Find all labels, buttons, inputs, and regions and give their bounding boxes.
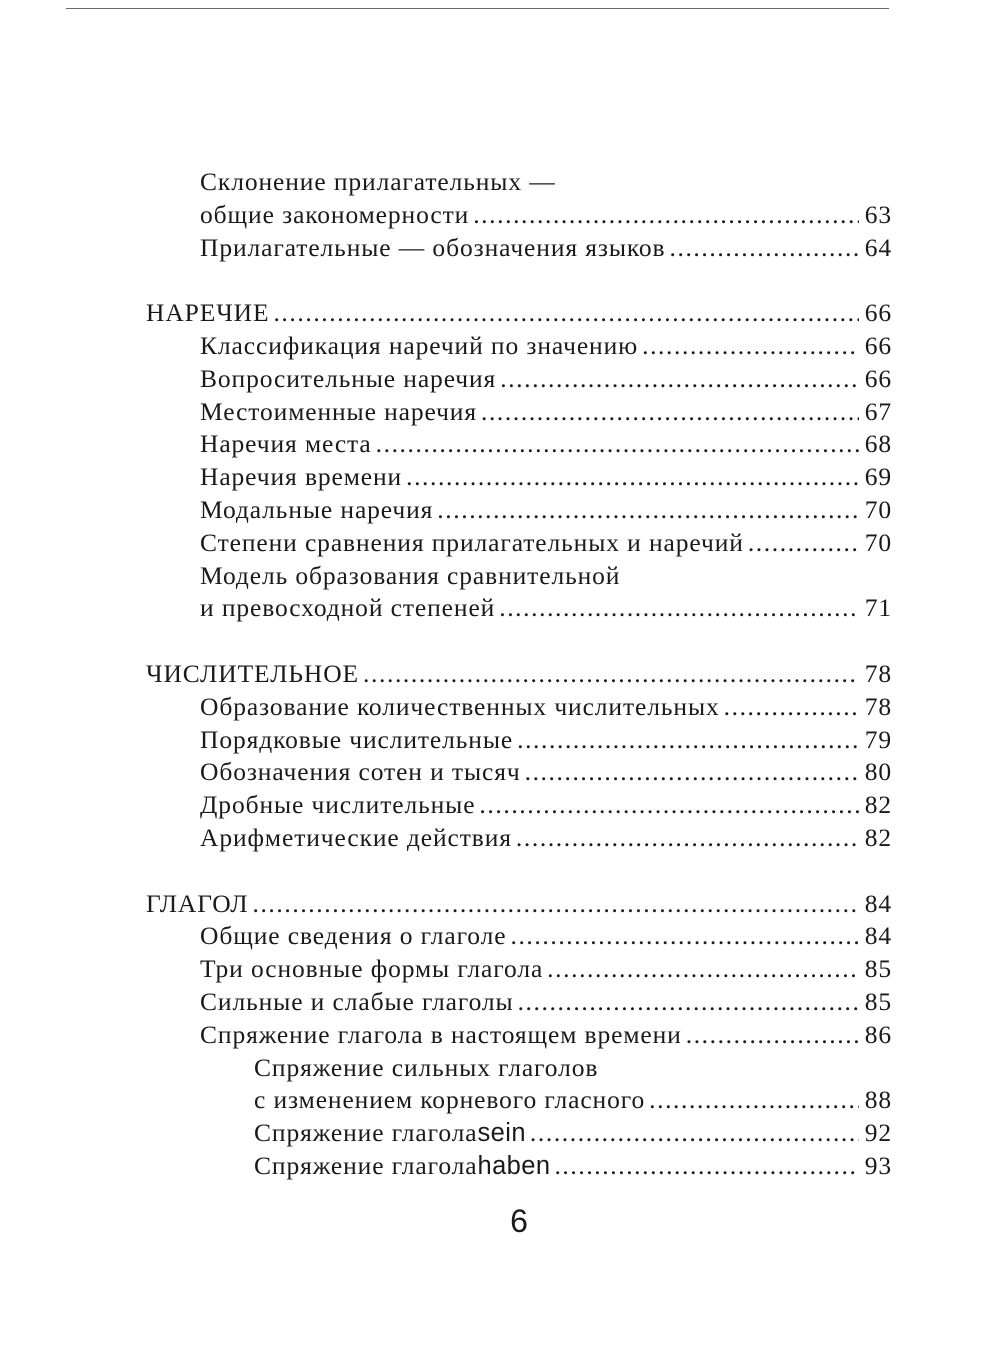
toc-page-number: 82	[864, 822, 892, 852]
toc-page-number: 92	[864, 1118, 892, 1148]
toc-entry[interactable]	[146, 757, 892, 790]
toc-entry-title: Спряжение глагола в настоящем времени	[200, 1019, 682, 1049]
toc-entry-title: общие закономерности	[200, 199, 470, 229]
dot-leader	[376, 429, 859, 459]
dot-leader	[499, 593, 858, 623]
toc-page-number: 86	[864, 1019, 892, 1049]
dot-leader	[670, 233, 859, 263]
dot-leader	[510, 921, 858, 951]
toc-entry[interactable]	[146, 429, 892, 462]
toc-page-number: 80	[864, 757, 892, 787]
toc-entry-title: и превосходной степеней	[200, 593, 496, 623]
toc-page-number: 66	[864, 330, 892, 360]
toc-page-number: 85	[864, 986, 892, 1016]
toc-entry[interactable]	[146, 725, 892, 758]
toc-section-heading[interactable]	[146, 298, 892, 331]
toc-entry-title: Модальные наречия	[200, 494, 434, 524]
toc-entry-title: ЧИСЛИТЕЛЬНОЕ	[146, 658, 360, 688]
toc-entry-title: Три основные формы глагола	[200, 954, 544, 984]
dot-leader	[252, 889, 858, 919]
dot-leader	[748, 528, 859, 558]
table-of-contents	[146, 167, 892, 1184]
toc-page-number: 66	[864, 363, 892, 393]
toc-page-number: 84	[864, 888, 892, 918]
toc-entry-title: Модель образования сравнительной	[200, 560, 621, 590]
toc-entry-title: Прилагательные — обозначения языков	[200, 232, 666, 262]
toc-entry[interactable]	[146, 397, 892, 430]
dot-leader	[530, 1118, 859, 1148]
toc-entry[interactable]	[146, 954, 892, 987]
dot-leader	[525, 757, 859, 787]
toc-page-number: 93	[864, 1150, 892, 1180]
toc-section-heading[interactable]	[146, 889, 892, 922]
toc-page-number: 85	[864, 954, 892, 984]
toc-entry[interactable]	[146, 561, 892, 594]
toc-entry[interactable]	[146, 495, 892, 528]
dot-leader	[473, 200, 858, 230]
dot-leader	[481, 397, 859, 427]
dot-leader	[517, 725, 859, 755]
toc-page-number: 63	[864, 199, 892, 229]
dot-leader	[724, 692, 859, 722]
toc-entry[interactable]	[146, 1151, 892, 1184]
toc-entry-german-word: sein	[477, 1119, 526, 1148]
toc-entry[interactable]	[146, 987, 892, 1020]
toc-entry[interactable]	[146, 462, 892, 495]
toc-section-heading[interactable]	[146, 659, 892, 692]
toc-entry-german-word: haben	[477, 1151, 551, 1180]
toc-page-number: 70	[864, 494, 892, 524]
top-rule	[66, 8, 889, 9]
toc-entry-title: Образование количественных числительных	[200, 691, 720, 721]
toc-entry-title: Сильные и слабые глаголы	[200, 986, 514, 1016]
dot-leader	[518, 987, 859, 1017]
toc-entry[interactable]	[146, 331, 892, 364]
dot-leader	[554, 1151, 858, 1181]
toc-entry-title: Арифметические действия	[200, 822, 512, 852]
toc-entry[interactable]	[146, 167, 892, 200]
toc-entry[interactable]	[146, 921, 892, 954]
toc-entry-title: Дробные числительные	[200, 790, 476, 820]
section-gap	[146, 626, 892, 659]
toc-entry-title: НАРЕЧИЕ	[146, 298, 270, 328]
dot-leader	[437, 495, 858, 525]
toc-page-number: 69	[864, 462, 892, 492]
toc-entry[interactable]	[146, 790, 892, 823]
toc-entry-title: Спряжение сильных глаголов	[254, 1052, 599, 1082]
toc-entry[interactable]	[146, 528, 892, 561]
toc-page-number: 78	[864, 691, 892, 721]
toc-entry[interactable]	[146, 233, 892, 266]
toc-entry-title: Классификация наречий по значению	[200, 330, 639, 360]
dot-leader	[649, 1085, 859, 1115]
dot-leader	[363, 659, 859, 689]
toc-entry-title: Спряжение глагола	[254, 1150, 478, 1180]
section-gap	[146, 856, 892, 889]
dot-leader	[500, 364, 858, 394]
dot-leader	[479, 790, 858, 820]
dot-leader	[642, 331, 859, 361]
toc-entry[interactable]	[146, 823, 892, 856]
toc-entry-title: Обозначения сотен и тысяч	[200, 757, 521, 787]
toc-page-number: 88	[864, 1085, 892, 1115]
toc-entry[interactable]	[146, 200, 892, 233]
toc-page-number: 79	[864, 724, 892, 754]
toc-entry-title: с изменением корневого гласного	[254, 1085, 646, 1115]
toc-entry-title: Местоименные наречия	[200, 396, 477, 426]
dot-leader	[516, 823, 859, 853]
toc-entry-title: Склонение прилагательных —	[200, 167, 556, 196]
dot-leader	[273, 298, 858, 328]
toc-page-number: 64	[864, 232, 892, 262]
toc-entry[interactable]	[146, 1020, 892, 1053]
toc-entry-title: Наречия времени	[200, 462, 403, 492]
toc-entry[interactable]	[146, 1053, 892, 1086]
toc-page-number: 78	[864, 658, 892, 688]
toc-page-number: 82	[864, 790, 892, 820]
toc-page-number: 71	[864, 593, 892, 623]
toc-page-number: 70	[864, 527, 892, 557]
toc-entry-title: Спряжение глагола	[254, 1118, 478, 1148]
toc-entry[interactable]	[146, 364, 892, 397]
section-gap	[146, 265, 892, 298]
toc-page-number: 84	[864, 921, 892, 951]
toc-entry-title: Степени сравнения прилагательных и наречий	[200, 527, 744, 557]
toc-entry[interactable]	[146, 593, 892, 626]
toc-entry[interactable]	[146, 1118, 892, 1151]
toc-entry[interactable]	[146, 692, 892, 725]
toc-entry-title: ГЛАГОЛ	[146, 888, 249, 918]
toc-entry[interactable]	[146, 1085, 892, 1118]
page-number: 6	[510, 1203, 528, 1239]
toc-entry-title: Наречия места	[200, 429, 372, 459]
dot-leader	[547, 954, 859, 984]
toc-entry-title: Вопросительные наречия	[200, 363, 497, 393]
toc-entry-title: Общие сведения о глаголе	[200, 921, 507, 951]
toc-page-number: 67	[864, 396, 892, 426]
toc-entry-title: Порядковые числительные	[200, 724, 514, 754]
toc-page-number: 68	[864, 429, 892, 459]
dot-leader	[686, 1020, 859, 1050]
toc-page-number: 66	[864, 298, 892, 328]
dot-leader	[406, 462, 859, 492]
